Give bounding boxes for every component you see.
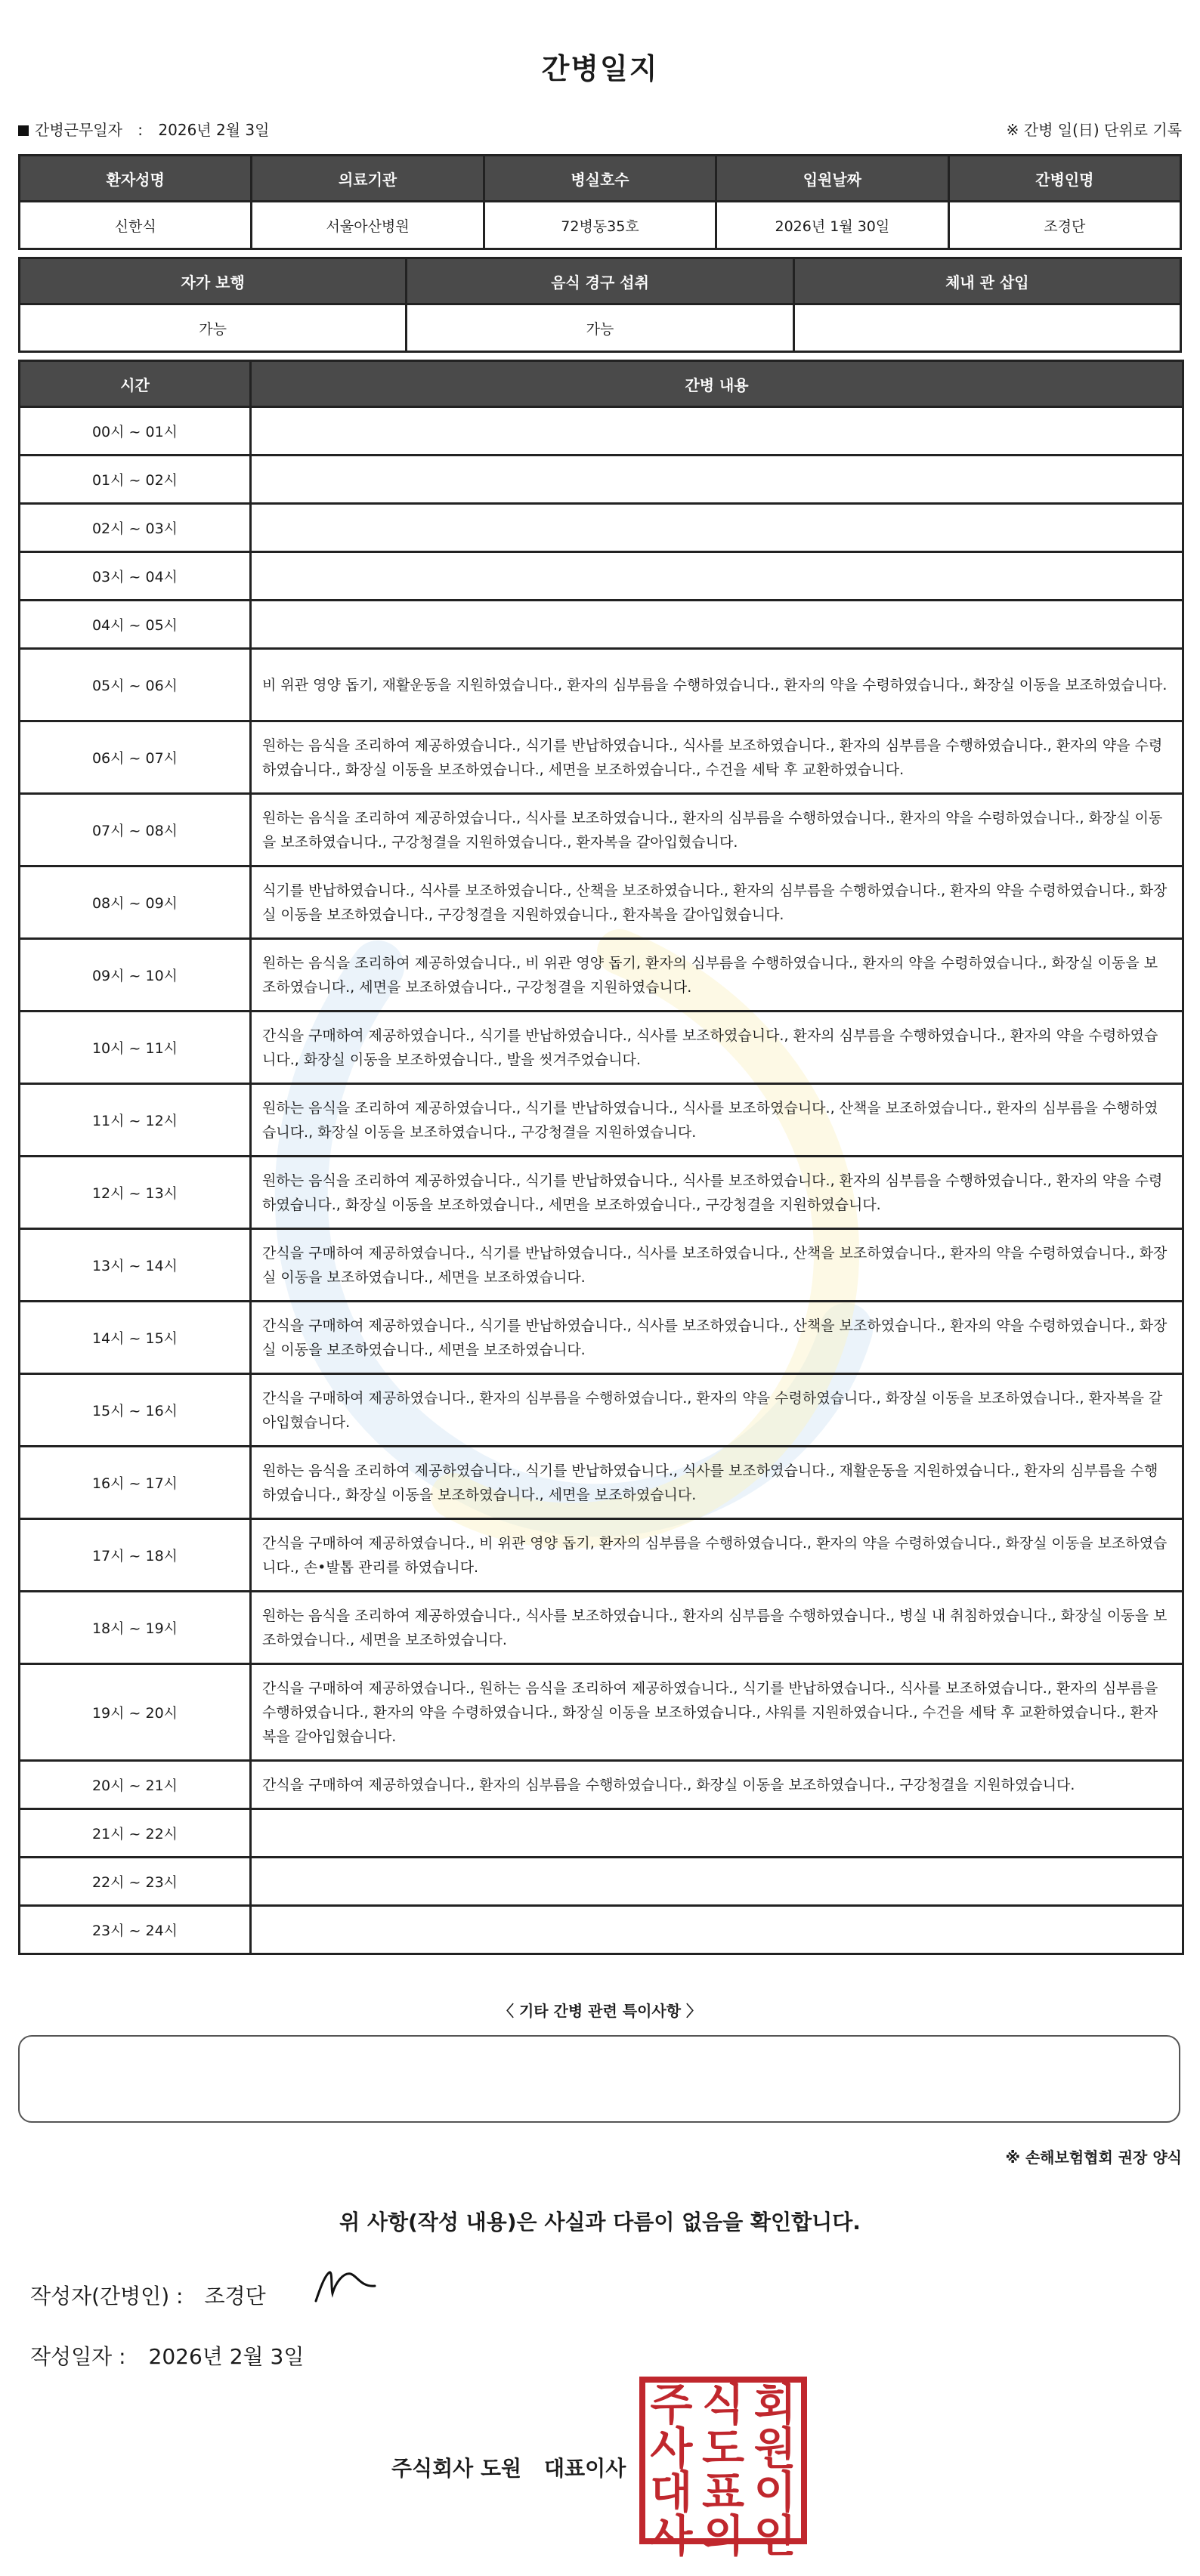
care-log-content: 식기를 반납하였습니다., 식사를 보조하였습니다., 산책을 보조하였습니다., 환자의 심부름을 수행하였습니다., 환자의 약을 수령하였습니다., 화장실 이동을 보조하였습니다., 구강청결을 지원하였습니다., 환자복을 갈아입혔습니다. (251, 866, 1183, 939)
care-log-time: 22시 ~ 23시 (20, 1858, 251, 1906)
care-log-row (20, 1519, 1183, 1592)
status-info-table (18, 257, 1182, 353)
header-time: 시간 (20, 361, 251, 407)
care-log-row (20, 1761, 1183, 1809)
seal-glyph: 주 (650, 2379, 693, 2430)
care-log-table (18, 360, 1184, 1955)
remarks-box (18, 2035, 1180, 2123)
page-title: 간병일지 (541, 52, 659, 85)
confirmation-statement: 위 사항(작성 내용)은 사실과 다름이 없음을 확인합니다. (339, 2210, 861, 2235)
care-log-time: 12시 ~ 13시 (20, 1157, 251, 1229)
care-log-time: 00시 ~ 01시 (20, 407, 251, 456)
care-log-time: 02시 ~ 03시 (20, 504, 251, 552)
seal-glyph: 사 (650, 2423, 693, 2474)
writer-label: 작성자(간병인) : (30, 2284, 184, 2309)
writer-line (30, 2280, 266, 2310)
care-log-time: 10시 ~ 11시 (20, 1012, 251, 1084)
care-log-header-row (20, 361, 1183, 407)
care-log-content: 원하는 음식을 조리하여 제공하였습니다., 식기를 반납하였습니다., 식사를 보조하였습니다., 환자의 심부름을 수행하였습니다., 환자의 약을 수령하였습니다., 화장실 이동을 보조하였습니다., 세면을 보조하였습니다., 구강청결을 지원하였습니다. (251, 1157, 1183, 1229)
unit-note: ※ 간병 일(日) 단위로 기록 (1006, 121, 1182, 139)
care-log-row (20, 1012, 1183, 1084)
patient-info-value-row (20, 202, 1181, 249)
care-log-content: 원하는 음식을 조리하여 제공하였습니다., 식기를 반납하였습니다., 식사를 보조하였습니다., 산책을 보조하였습니다., 환자의 심부름을 수행하였습니다., 화장실 이동을 보조하였습니다., 구강청결을 지원하였습니다. (251, 1084, 1183, 1157)
care-log-time: 15시 ~ 16시 (20, 1374, 251, 1447)
tube-insertion-value (793, 304, 1180, 352)
care-log-content: 간식을 구매하여 제공하였습니다., 비 위관 영양 돕기, 환자의 심부름을 수행하였습니다., 환자의 약을 수령하였습니다., 화장실 이동을 보조하였습니다., 손•발톱 관리를 하였습니다. (251, 1519, 1183, 1592)
care-log-row (20, 866, 1183, 939)
care-log-content: 원하는 음식을 조리하여 제공하였습니다., 비 위관 영양 돕기, 환자의 심부름을 수행하였습니다., 환자의 약을 수령하였습니다., 화장실 이동을 보조하였습니다., 세면을 보조하였습니다., 구강청결을 지원하였습니다. (251, 939, 1183, 1012)
care-log-content (251, 456, 1183, 504)
care-log-content: 간식을 구매하여 제공하였습니다., 식기를 반납하였습니다., 식사를 보조하였습니다., 산책을 보조하였습니다., 환자의 약을 수령하였습니다., 화장실 이동을 보조하였습니다., 세면을 보조하였습니다. (251, 1302, 1183, 1374)
seal-glyph: 회 (753, 2379, 796, 2430)
care-log-row (20, 1447, 1183, 1519)
care-log-row (20, 1906, 1183, 1954)
room-number: 72병동35호 (484, 202, 716, 249)
care-log-time: 13시 ~ 14시 (20, 1229, 251, 1302)
seal-glyph: 의 (701, 2510, 744, 2562)
care-log-body (20, 407, 1183, 1954)
square-bullet-icon (18, 125, 29, 136)
header-caregiver: 간병인명 (948, 156, 1180, 202)
care-log-content: 간식을 구매하여 제공하였습니다., 식기를 반납하였습니다., 식사를 보조하였습니다., 산책을 보조하였습니다., 환자의 약을 수령하였습니다., 화장실 이동을 보조하였습니다., 세면을 보조하였습니다. (251, 1229, 1183, 1302)
header-tube-insertion: 체내 관 삽입 (793, 258, 1180, 304)
care-log-row (20, 601, 1183, 649)
care-log-time: 05시 ~ 06시 (20, 649, 251, 721)
header-oral-intake: 음식 경구 섭취 (407, 258, 793, 304)
care-log-content (251, 552, 1183, 601)
care-log-row (20, 1374, 1183, 1447)
care-log-content: 간식을 구매하여 제공하였습니다., 환자의 심부름을 수행하였습니다., 환자의 약을 수령하였습니다., 화장실 이동을 보조하였습니다., 환자복을 갈아입혔습니다. (251, 1374, 1183, 1447)
care-log-time: 01시 ~ 02시 (20, 456, 251, 504)
care-log-time: 20시 ~ 21시 (20, 1761, 251, 1809)
care-log-content (251, 504, 1183, 552)
seal-glyph: 이 (753, 2466, 796, 2518)
care-log-content: 원하는 음식을 조리하여 제공하였습니다., 식기를 반납하였습니다., 식사를 보조하였습니다., 재활운동을 지원하였습니다., 환자의 심부름을 수행하였습니다., 화장실 이동을 보조하였습니다., 세면을 보조하였습니다. (251, 1447, 1183, 1519)
status-value-row (20, 304, 1181, 352)
care-log-row (20, 504, 1183, 552)
care-log-content: 간식을 구매하여 제공하였습니다., 식기를 반납하였습니다., 식사를 보조하였습니다., 환자의 심부름을 수행하였습니다., 환자의 약을 수령하였습니다., 화장실 이동을 보조하였습니다., 발을 씻겨주었습니다. (251, 1012, 1183, 1084)
seal-glyph: 표 (701, 2466, 744, 2518)
seal-glyph: 식 (701, 2379, 744, 2430)
header-walking: 자가 보행 (20, 258, 407, 304)
care-log-row (20, 456, 1183, 504)
care-log-row (20, 407, 1183, 456)
write-date-value: 2026년 2월 3일 (148, 2344, 305, 2369)
work-date-separator: : (138, 121, 144, 139)
status-header-row (20, 258, 1181, 304)
header-room: 병실호수 (484, 156, 716, 202)
care-log-time: 23시 ~ 24시 (20, 1906, 251, 1954)
care-log-row (20, 721, 1183, 794)
care-log-content: 간식을 구매하여 제공하였습니다., 환자의 심부름을 수행하였습니다., 화장실 이동을 보조하였습니다., 구강청결을 지원하였습니다. (251, 1761, 1183, 1809)
care-log-content: 비 위관 영양 돕기, 재활운동을 지원하였습니다., 환자의 심부름을 수행하였습니다., 환자의 약을 수령하였습니다., 화장실 이동을 보조하였습니다. (251, 649, 1183, 721)
care-log-time: 04시 ~ 05시 (20, 601, 251, 649)
care-log-row (20, 939, 1183, 1012)
care-log-row (20, 1858, 1183, 1906)
care-log-row (20, 794, 1183, 866)
care-log-content (251, 1906, 1183, 1954)
care-log-time: 16시 ~ 17시 (20, 1447, 251, 1519)
care-log-time: 08시 ~ 09시 (20, 866, 251, 939)
care-log-time: 21시 ~ 22시 (20, 1809, 251, 1858)
company-name: 주식회사 도원 (391, 2456, 522, 2481)
patient-info-table (18, 154, 1182, 250)
write-date-label: 작성일자 : (30, 2344, 126, 2369)
care-log-content: 원하는 음식을 조리하여 제공하였습니다., 식사를 보조하였습니다., 환자의 심부름을 수행하였습니다., 병실 내 취침하였습니다., 화장실 이동을 보조하였습니다., 세면을 보조하였습니다. (251, 1592, 1183, 1664)
walking-value: 가능 (20, 304, 407, 352)
care-log-content: 원하는 음식을 조리하여 제공하였습니다., 식사를 보조하였습니다., 환자의 심부름을 수행하였습니다., 환자의 약을 수령하였습니다., 화장실 이동을 보조하였습니다., 구강청결을 지원하였습니다., 환자복을 갈아입혔습니다. (251, 794, 1183, 866)
care-log-time: 11시 ~ 12시 (20, 1084, 251, 1157)
writer-name: 조경단 (204, 2284, 266, 2309)
care-log-content (251, 1858, 1183, 1906)
hospital-name: 서울아산병원 (252, 202, 484, 249)
care-log-time: 03시 ~ 04시 (20, 552, 251, 601)
care-log-row (20, 649, 1183, 721)
caregiver-name: 조경단 (948, 202, 1180, 249)
company-ceo-title: 대표이사 (544, 2456, 626, 2481)
care-log-content (251, 1809, 1183, 1858)
patient-name: 신한식 (20, 202, 252, 249)
seal-glyph: 인 (753, 2510, 796, 2562)
care-log-row (20, 1084, 1183, 1157)
care-log-row (20, 1229, 1183, 1302)
care-log-time: 19시 ~ 20시 (20, 1664, 251, 1761)
header-admission-date: 입원날짜 (716, 156, 948, 202)
care-log-content (251, 407, 1183, 456)
company-seal-stamp (639, 2377, 807, 2562)
association-note: ※ 손해보험협회 권장 양식 (1005, 2148, 1182, 2167)
patient-info-header-row (20, 156, 1181, 202)
care-log-time: 07시 ~ 08시 (20, 794, 251, 866)
care-log-row (20, 1809, 1183, 1858)
care-log-row (20, 552, 1183, 601)
work-date-value: 2026년 2월 3일 (158, 121, 270, 139)
seal-glyph: 도 (701, 2423, 744, 2474)
work-date-label: 간병근무일자 (35, 121, 122, 139)
care-log-time: 17시 ~ 18시 (20, 1519, 251, 1592)
seal-glyph: 사 (650, 2510, 693, 2562)
care-log-time: 09시 ~ 10시 (20, 939, 251, 1012)
care-log-time: 18시 ~ 19시 (20, 1592, 251, 1664)
write-date-line (30, 2340, 304, 2371)
remarks-title: 〈 기타 간병 관련 특이사항 〉 (498, 2002, 701, 2020)
care-log-time: 14시 ~ 15시 (20, 1302, 251, 1374)
care-log-content: 간식을 구매하여 제공하였습니다., 원하는 음식을 조리하여 제공하였습니다., 식기를 반납하였습니다., 식사를 보조하였습니다., 환자의 심부름을 수행하였습니다., 환자의 약을 수령하였습니다., 화장실 이동을 보조하였습니다., 샤워를 지원하였습니다., 수건을 세탁 후 교환하였습니다., 환자복을 갈아입혔습니다. (251, 1664, 1183, 1761)
header-hospital: 의료기관 (252, 156, 484, 202)
work-date-line (18, 118, 269, 140)
oral-intake-value: 가능 (407, 304, 793, 352)
signature-image (310, 2265, 385, 2310)
seal-glyph: 대 (650, 2466, 693, 2518)
company-signature-line (391, 2452, 626, 2482)
care-log-row (20, 1157, 1183, 1229)
care-log-row (20, 1302, 1183, 1374)
care-log-row (20, 1592, 1183, 1664)
header-patient-name: 환자성명 (20, 156, 252, 202)
care-log-content (251, 601, 1183, 649)
seal-glyph: 원 (753, 2423, 796, 2474)
care-log-time: 06시 ~ 07시 (20, 721, 251, 794)
care-log-row (20, 1664, 1183, 1761)
header-care-content: 간병 내용 (251, 361, 1183, 407)
admission-date: 2026년 1월 30일 (716, 202, 948, 249)
care-log-content: 원하는 음식을 조리하여 제공하였습니다., 식기를 반납하였습니다., 식사를 보조하였습니다., 환자의 심부름을 수행하였습니다., 환자의 약을 수령하였습니다., 화장실 이동을 보조하였습니다., 세면을 보조하였습니다., 수건을 세탁 후 교환하였습니다. (251, 721, 1183, 794)
